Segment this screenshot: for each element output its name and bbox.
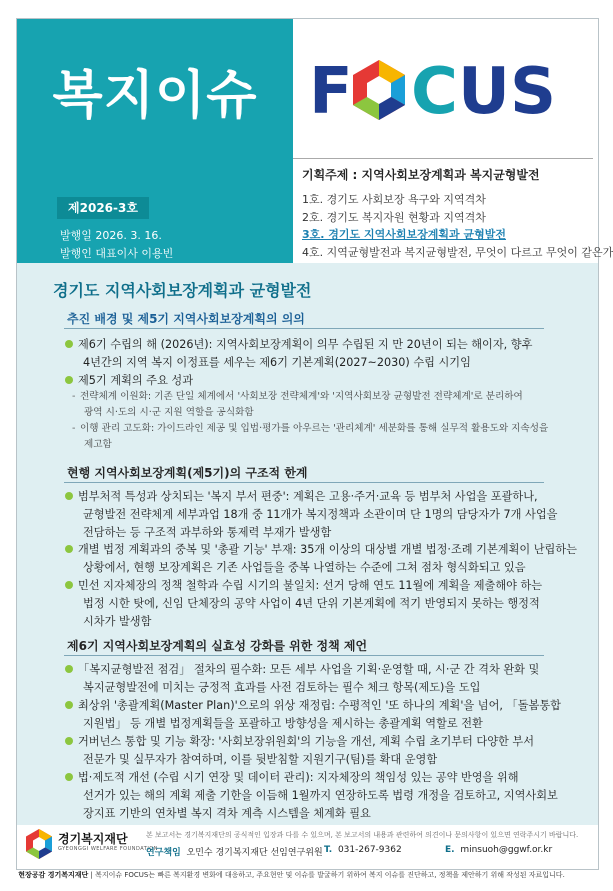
publication-title: 복지이슈 [52,66,258,126]
bullet-dot-icon [65,376,73,384]
series-item-4[interactable]: 4호. 지역균형발전과 복지균형발전, 무엇이 다르고 무엇이 같은가 [302,245,613,259]
ggwf-logo-icon [24,828,54,860]
contact-phone: T. 031-267-9362 [324,845,402,855]
series-divider [293,158,593,159]
series-item-3-current[interactable]: 3호. 경기도 지역사회보장계획과 균형발전 [302,228,506,241]
focus-logo [309,55,589,125]
header-series [293,19,613,263]
sec3-bullet-2: 최상위 '총괄계획(Master Plan)'으로의 위상 재정립: 수평적인 '또 하나의 계획'을 넘어, 「돌봄통합 지원법」 등 개별 법정계획들을 포괄하고 방향성을 제시하는 총괄계획 역할로 전환 [65,697,561,733]
section-1-rule [64,328,544,329]
section-2-title: 현행 지역사회보장계획(제5기)의 구조적 한계 [67,466,308,480]
disclaimer: 본 보고서는 경기복지재단의 공식적인 입장과 다를 수 있으며, 본 보고서의 내용과 관련하여 의견이나 문의사항이 있으면 연락주시기 바랍니다. [146,831,579,839]
series-item-1[interactable]: 1호. 경기도 사회보장 욕구와 지역격차 [302,193,486,206]
bullet-dot-icon [65,665,73,673]
org-name: 경기복지재단 [58,832,128,846]
series-list [302,191,613,261]
sec1-bullet-1: 제6기 수립의 해 (2026년): 지역사회보장계획이 의무 수립된 지 만 20년이 되는 해이자, 향후 4년간의 지역 복지 이정표를 세우는 제6기 기본계획(2027~2030) 수립 시기임 [65,336,532,372]
bullet-dot-icon [65,340,73,348]
bullet-dot-icon [65,545,73,553]
sec1-dash-2: - 이행 관리 고도화: 가이드라인 제공 및 입법·평가를 아우르는 '관리체계' 세분화를 통해 실무적 활용도와 지속성을 제고함 [72,423,549,450]
header-banner [17,19,293,263]
focus-emblem-icon [353,60,405,120]
sec2-bullet-1: 범부처적 특성과 상치되는 '복지 부서 편중': 계획은 고용·주거·교육 등 범부처 사업을 포괄하나, 균형발전 전략체계 세부과업 18개 중 11개가 복지정책과 소관이며 단 1명의 담당자가 7개 사업을 전담하는 등 구조적 과부하와 통제력 부재가 발생함 [65,488,557,542]
section-2-rule [64,482,544,483]
bullet-dot-icon [65,737,73,745]
section-3-title: 제6기 지역사회보장계획의 실효성 강화를 위한 정책 제언 [67,639,368,653]
contact-email[interactable]: E. minsuoh@ggwf.or.kr [445,845,553,855]
publish-date: 발행일 2026. 3. 16. [60,229,162,242]
sec2-bullet-2: 개별 법정 계획과의 중복 및 '총괄 기능' 부재: 35개 이상의 대상별 개별 법정·조례 기본계획이 난립하는 상황에서, 현행 보장계획은 기존 사업들을 중복 나열하는 수준에 그쳐 점차 형식화되고 있음 [65,541,577,577]
article-title: 경기도 지역사회보장계획과 균형발전 [53,281,312,300]
sec3-bullet-4: 법·제도적 개선 (수립 시기 연장 및 데이터 관리): 지자체장의 책임성 있는 공약 반영을 위해 선거가 있는 해의 계획 제출 기한을 이듬해 1월까지 연장하도록 법령 개정을 검토하고, 지역사회보 장지표 기반의 연차별 복지 격차 계측 시스템을 체계화 필요 [65,769,558,823]
section-1-title: 추진 배경 및 제5기 지역사회보장계획의 의의 [67,312,305,326]
sec3-bullet-1: 「복지균형발전 점검」 절차의 필수화: 모든 세부 사업을 기획·운영할 때, 시·군 간 격차 완화 및 복지균형발전에 미치는 긍정적 효과를 사전 검토하는 필수 체크 항목(제도)을 도입 [65,661,539,697]
bullet-dot-icon [65,701,73,709]
bullet-dot-icon [65,773,73,781]
sec3-bullet-3: 거버넌스 통합 및 기능 확장: '사회보장위원회'의 기능을 개선, 계획 수립 초기부터 다양한 부서 전문가 및 실무자가 참여하며, 이를 뒷받침할 지원기구(팀)를 확대 운영함 [65,733,534,769]
bullet-dot-icon [65,581,73,589]
sec2-bullet-3: 민선 지자체장의 정책 철학과 수립 시기의 불일치: 선거 당해 연도 11월에 계획을 제출해야 하는 법정 시한 탓에, 신임 단체장의 공약 사업이 4년 단위 기본계획에 적기 반영되지 못하는 행정적 시차가 발생함 [65,577,542,631]
bullet-dot-icon [65,492,73,500]
sec1-bullet-2: 제5기 계획의 주요 성과 [65,372,193,390]
sec1-dash-1: - 전략체계 이원화: 기존 단일 체계에서 '사회보장 전략체계'와 '지역사회보장 균형발전 전략체계'로 분리하여 광역 시·도의 시·군 지원 역할을 공식화함 [72,391,523,418]
issue-number: 제2026-3호 [57,197,149,219]
series-item-2[interactable]: 2호. 경기도 복지자원 현황과 지역격차 [302,210,486,224]
bottom-bar: 현장공감 경기복지재단 | 복지이슈 FOCUS는 빠른 복지환경 변화에 대응하고, 주요현안 및 이슈를 발굴하기 위하여 복지 이슈를 진단하고, 정책을 제안하기 위해 작성된 자료입니다. [18,871,565,879]
focus-letter-f: F [309,55,353,125]
org-subtitle: GYEONGGI WELFARE FOUNDATION [58,846,158,852]
section-3-rule [64,655,544,656]
series-theme: 기획주제 : 지역사회보장계획과 복지균형발전 [302,168,540,182]
focus-letters-cus: CUS [411,55,557,125]
publisher: 발행인 대표이사 이용빈 [60,247,174,260]
contact-person: 연구책임 오민수 경기복지재단 선임연구위원 [146,848,323,858]
